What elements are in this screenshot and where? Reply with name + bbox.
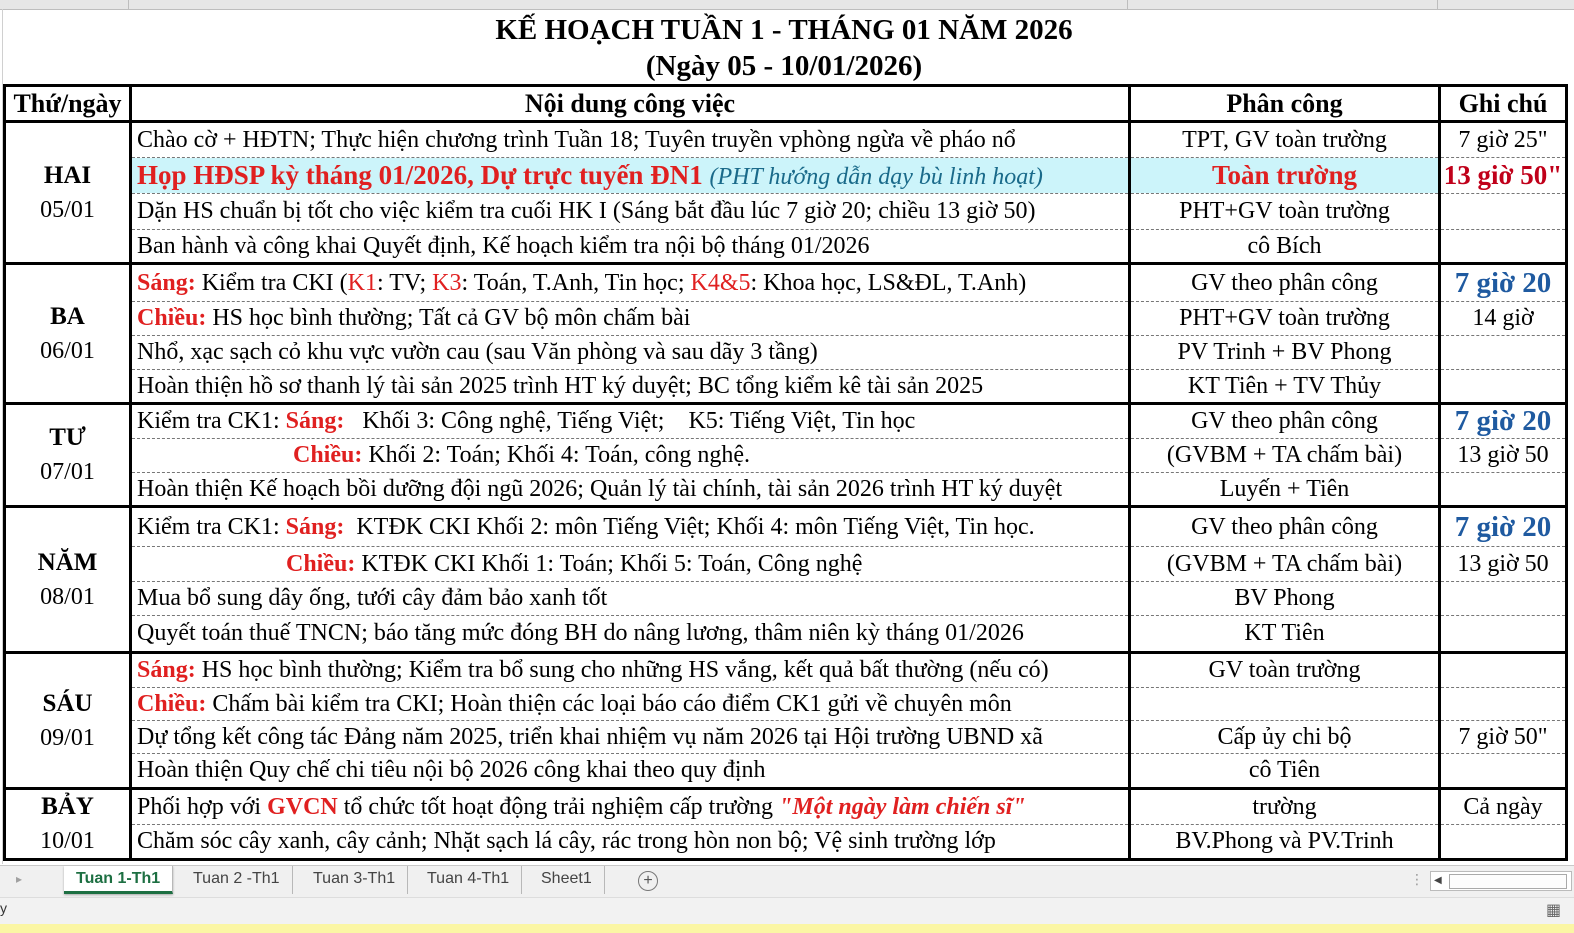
table-row	[5, 616, 1567, 653]
scroll-left-icon[interactable]: ◀	[1434, 875, 1442, 886]
assign-cell[interactable]: cô Bích	[1130, 230, 1440, 264]
table-row	[5, 547, 1567, 582]
day-cell-ba[interactable]	[5, 264, 131, 404]
note-cell[interactable]: 13 giờ 50	[1440, 547, 1567, 582]
assign-cell[interactable]: (GVBM + TA chấm bài)	[1130, 547, 1440, 582]
content-cell[interactable]: Ban hành và công khai Quyết định, Kế hoạch kiểm tra nội bộ tháng 01/2026	[131, 230, 1130, 264]
session-label: Chiều:	[137, 305, 207, 331]
session-label: Sáng:	[137, 269, 196, 296]
status-text: y	[0, 900, 7, 916]
day-date: 06/01	[40, 337, 95, 364]
content-cell[interactable]	[131, 158, 1130, 194]
table-row	[5, 264, 1567, 302]
assign-cell[interactable]: PV Trinh + BV Phong	[1130, 336, 1440, 370]
table-row	[5, 789, 1567, 825]
table-row	[5, 336, 1567, 370]
header-content[interactable]: Nội dung công việc	[131, 86, 1130, 122]
content-text: KTĐK CKI Khối 1: Toán; Khối 5: Toán, Công nghệ	[355, 550, 863, 577]
assign-cell[interactable]: Luyến + Tiên	[1130, 473, 1440, 507]
content-text: Khối 2: Toán; Khối 4: Toán, công nghệ.	[362, 442, 751, 468]
schedule-table	[3, 84, 1568, 861]
assign-cell[interactable]: GV theo phân công	[1130, 404, 1440, 439]
note-cell[interactable]: 7 giờ 50"	[1440, 721, 1567, 754]
content-cell[interactable]: Hoàn thiện Kế hoạch bồi dưỡng đội ngũ 2026; Quản lý tài chính, tài sản 2026 trình HT ký duyệt	[131, 473, 1130, 507]
tab-scroll-arrow-icon[interactable]: ▸	[16, 872, 23, 886]
sheet-title: KẾ HOẠCH TUẦN 1 - THÁNG 01 NĂM 2026	[495, 14, 1073, 46]
header-assign[interactable]: Phân công	[1130, 86, 1440, 122]
day-name: BA	[50, 302, 85, 330]
day-date: 05/01	[40, 196, 95, 223]
note-cell[interactable]: 7 giờ 25"	[1440, 122, 1567, 158]
table-row	[5, 122, 1567, 158]
content-cell[interactable]: Quyết toán thuế TNCN; báo tăng mức đóng BH do nâng lương, thâm niên kỳ tháng 01/2026	[131, 616, 1130, 653]
content-cell[interactable]	[131, 789, 1130, 825]
scroll-thumb[interactable]	[1449, 874, 1567, 889]
table-row	[5, 473, 1567, 507]
content-cell[interactable]: Mua bổ sung dây ống, tưới cây đảm bảo xanh tốt	[131, 582, 1130, 616]
content-text: Chấm bài kiểm tra CKI; Hoàn thiện các loại báo cáo điểm CK1 gửi về chuyên môn	[206, 690, 1012, 717]
session-label: Sáng:	[285, 513, 345, 540]
assign-cell[interactable]: Toàn trường	[1130, 158, 1440, 194]
content-text: : Toán, T.Anh, Tin học;	[461, 269, 691, 296]
content-text: HS học bình thường; Kiểm tra bổ sung cho những HS vắng, kết quả bất thường (nếu có)	[195, 657, 1049, 683]
note-cell[interactable]: 7 giờ 20	[1440, 264, 1567, 302]
assign-cell[interactable]: GV toàn trường	[1130, 653, 1440, 688]
content-text: : TV;	[377, 269, 433, 296]
assign-cell[interactable]: cô Tiên	[1130, 754, 1440, 789]
day-name: SÁU	[42, 689, 93, 717]
session-label: Chiều:	[293, 442, 363, 468]
note-cell[interactable]	[1440, 370, 1567, 404]
note-cell[interactable]: 13 giờ 50"	[1440, 158, 1567, 194]
content-cell[interactable]	[131, 507, 1130, 547]
session-label: Sáng:	[285, 408, 345, 434]
content-cell[interactable]: Chào cờ + HĐTN; Thực hiện chương trình Tuần 18; Tuyên truyền vphòng ngừa về pháo nổ	[131, 122, 1130, 158]
tab-tuan-4[interactable]: Tuan 4-Th1	[415, 866, 522, 894]
note-cell[interactable]: 14 giờ	[1440, 302, 1567, 336]
horizontal-scrollbar[interactable]	[1430, 871, 1572, 891]
table-row	[5, 194, 1567, 230]
assign-cell[interactable]: KT Tiên	[1130, 616, 1440, 653]
day-date: 10/01	[40, 828, 95, 854]
content-cell[interactable]	[131, 547, 1130, 582]
assign-cell[interactable]: (GVBM + TA chấm bài)	[1130, 439, 1440, 473]
content-text: Phối hợp với	[137, 793, 268, 820]
sheet-subtitle: (Ngày 05 - 10/01/2026)	[645, 50, 923, 82]
assign-cell[interactable]: PHT+GV toàn trường	[1130, 194, 1440, 230]
day-cell-bay[interactable]	[5, 789, 131, 860]
day-name: TƯ	[49, 424, 86, 451]
assign-cell[interactable]: KT Tiên + TV Thủy	[1130, 370, 1440, 404]
gvcn-label: GVCN	[267, 793, 338, 820]
note-cell[interactable]	[1440, 616, 1567, 653]
content-text: HS học bình thường; Tất cả GV bộ môn chấm bài	[206, 305, 691, 331]
content-prefix: Kiểm tra CK1:	[137, 408, 286, 434]
content-cell[interactable]	[131, 439, 1130, 473]
day-date: 08/01	[40, 583, 95, 610]
content-text: Khối 3: Công nghệ, Tiếng Việt; K5: Tiếng Việt, Tin học	[344, 408, 916, 434]
grade-k1: K1	[347, 269, 377, 296]
content-prefix: Kiểm tra CK1:	[137, 513, 286, 540]
content-cell[interactable]: Dặn HS chuẩn bị tốt cho việc kiểm tra cuối HK I (Sáng bắt đầu lúc 7 giờ 20; chiều 13 giờ 50)	[131, 194, 1130, 230]
table-row	[5, 230, 1567, 264]
day-date: 09/01	[40, 724, 95, 751]
content-cell[interactable]	[131, 688, 1130, 721]
header-note[interactable]: Ghi chú	[1440, 86, 1567, 122]
table-row	[5, 653, 1567, 688]
assign-cell[interactable]: Cấp ủy chi bộ	[1130, 721, 1440, 754]
note-cell[interactable]	[1440, 825, 1567, 860]
note-cell[interactable]	[1440, 194, 1567, 230]
note-cell[interactable]	[1440, 230, 1567, 264]
grade-k3: K3	[432, 269, 462, 296]
session-label: Sáng:	[137, 657, 196, 683]
tab-tuan-1[interactable]: Tuan 1-Th1	[64, 866, 173, 894]
assign-cell[interactable]: trường	[1130, 789, 1440, 825]
header-day[interactable]: Thứ/ngày	[5, 86, 131, 122]
note-cell[interactable]: 13 giờ 50	[1440, 439, 1567, 473]
day-date: 07/01	[40, 459, 95, 485]
note-cell[interactable]	[1440, 688, 1567, 721]
note-cell[interactable]: Cả ngày	[1440, 789, 1567, 825]
note-cell[interactable]: 7 giờ 20	[1440, 404, 1567, 439]
content-text: tổ chức tốt hoạt động trải nghiệm cấp trường	[337, 793, 780, 820]
content-cell[interactable]: Hoàn thiện hồ sơ thanh lý tài sản 2025 trình HT ký duyệt; BC tổng kiểm kê tài sản 2025	[131, 370, 1130, 404]
content-text: Kiểm tra CKI (	[195, 269, 348, 296]
day-name: HAI	[43, 161, 92, 189]
content-cell[interactable]	[131, 404, 1130, 439]
notification-strip	[0, 924, 1574, 933]
add-sheet-icon[interactable]: +	[638, 871, 658, 891]
tab-tuan-3[interactable]: Tuan 3-Th1	[301, 866, 408, 894]
session-label: Chiều:	[286, 550, 356, 577]
day-name: BẢY	[41, 793, 94, 820]
splitter-dots-icon[interactable]: ⋮	[1410, 871, 1424, 887]
assign-cell[interactable]: GV theo phân công	[1130, 507, 1440, 547]
content-cell[interactable]	[131, 302, 1130, 336]
content-text: KTĐK CKI Khối 2: môn Tiếng Việt; Khối 4: môn Tiếng Việt, Tin học.	[344, 513, 1035, 540]
grade-k45: K4&5	[690, 269, 751, 296]
status-bar	[0, 897, 1574, 925]
assign-cell[interactable]: BV Phong	[1130, 582, 1440, 616]
day-cell-nam[interactable]	[5, 507, 131, 653]
day-name: NĂM	[37, 548, 98, 576]
note-cell[interactable]	[1440, 754, 1567, 789]
content-cell[interactable]	[131, 653, 1130, 688]
content-cell[interactable]: Chăm sóc cây xanh, cây cảnh; Nhặt sạch lá cây, rác trong hòn non bộ; Vệ sinh trường lớp	[131, 825, 1130, 860]
tab-sheet1[interactable]: Sheet1	[529, 866, 605, 894]
day-cell-hai[interactable]	[5, 122, 131, 264]
note-cell[interactable]	[1440, 582, 1567, 616]
assign-cell[interactable]: BV.Phong và PV.Trinh	[1130, 825, 1440, 860]
meeting-text: Họp HĐSP kỳ tháng 01/2026, Dự trực tuyến ĐN1	[137, 160, 710, 190]
header-row	[5, 86, 1567, 122]
assign-cell[interactable]	[1130, 688, 1440, 721]
table-row	[5, 721, 1567, 754]
activity-quote: "Một ngày làm chiến sĩ"	[779, 793, 1026, 820]
content-cell[interactable]	[131, 264, 1130, 302]
content-cell[interactable]: Hoàn thiện Quy chế chi tiêu nội bộ 2026 công khai theo quy định	[131, 754, 1130, 789]
table-row	[5, 688, 1567, 721]
note-cell[interactable]	[1440, 653, 1567, 688]
content-cell[interactable]: Nhổ, xạc sạch cỏ khu vực vườn cau (sau Văn phòng và sau dãy 3 tầng)	[131, 336, 1130, 370]
day-cell-tu[interactable]	[5, 404, 131, 507]
assign-cell[interactable]: PHT+GV toàn trường	[1130, 302, 1440, 336]
note-cell[interactable]	[1440, 336, 1567, 370]
session-label: Chiều:	[137, 690, 207, 717]
assign-cell[interactable]: GV theo phân công	[1130, 264, 1440, 302]
table-row	[5, 370, 1567, 404]
table-row	[5, 158, 1567, 194]
day-cell-sau[interactable]	[5, 653, 131, 789]
sheet-tab-bar	[0, 865, 1574, 897]
content-cell[interactable]: Dự tổng kết công tác Đảng năm 2025, triển khai nhiệm vụ năm 2026 tại Hội trường UBND xã	[131, 721, 1130, 754]
table-row	[5, 507, 1567, 547]
tab-tuan-2[interactable]: Tuan 2 -Th1	[181, 866, 293, 894]
note-cell[interactable]	[1440, 473, 1567, 507]
table-row	[5, 404, 1567, 439]
table-row	[5, 754, 1567, 789]
table-row	[5, 825, 1567, 860]
meeting-note: (PHT hướng dẫn dạy bù linh hoạt)	[709, 164, 1043, 190]
table-row	[5, 439, 1567, 473]
column-header-strip	[0, 0, 1574, 10]
assign-cell[interactable]: TPT, GV toàn trường	[1130, 122, 1440, 158]
content-text: : Khoa học, LS&ĐL, T.Anh)	[750, 269, 1027, 296]
table-row	[5, 582, 1567, 616]
normal-view-icon[interactable]: ▦	[1546, 902, 1562, 919]
table-row	[5, 302, 1567, 336]
note-cell[interactable]: 7 giờ 20	[1440, 507, 1567, 547]
